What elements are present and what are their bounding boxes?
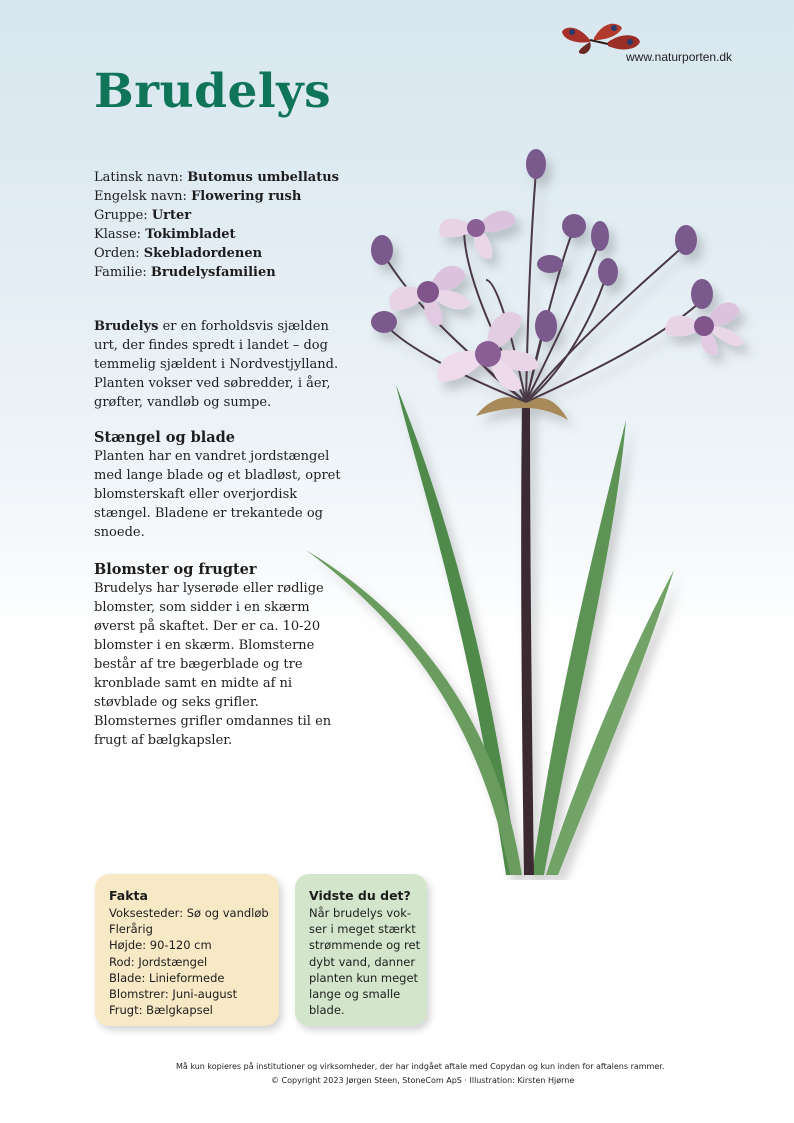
did-you-know-line: dybt vand, danner	[309, 954, 416, 969]
section-heading: Blomster og frugter	[94, 561, 257, 578]
did-you-know-line: blade.	[309, 1003, 345, 1018]
site-url[interactable]: www.naturporten.dk	[626, 50, 733, 64]
intro-text: er en forholdsvis sjælden urt, der findes spredt i landet – dog temmelig sjældent i Nordvestjylland. Planten vokser ved søbredder, i åer, grøfter, vandløb og sumpe.	[94, 319, 339, 410]
fakta-line: Flerårig	[109, 922, 153, 937]
flowering-rush-illustration	[296, 140, 766, 880]
did-you-know-heading: Vidste du det?	[309, 888, 411, 903]
footer-copy-notice: Må kun kopieres på institutioner og virksomheder, der har indgået aftale med Copydan og kun inden for aftalens rammer.	[176, 1062, 665, 1071]
fact-group: Gruppe: Urter	[94, 208, 192, 223]
page-title: Brudelys	[94, 64, 332, 119]
fakta-line: Blomstrer: Juni-august	[109, 987, 238, 1002]
fact-order: Orden: Skebladordenen	[94, 246, 263, 261]
fakta-line: Højde: 90-120 cm	[109, 938, 212, 953]
did-you-know-line: Når brudelys vok-	[309, 906, 412, 920]
footer-copyright: © Copyright 2023 Jørgen Steen, StoneCom ApS · Illustration: Kirsten Hjørne	[271, 1076, 575, 1085]
did-you-know-line: ser i meget stærkt	[309, 922, 416, 937]
fact-class: Klasse: Tokimbladet	[94, 227, 236, 242]
fact-family: Familie: Brudelysfamilien	[94, 265, 276, 280]
did-you-know-box	[295, 874, 427, 1026]
fakta-line: Blade: Linieformede	[109, 970, 225, 985]
did-you-know-line: planten kun meget	[309, 970, 419, 985]
fact-latin-name: Latinsk navn: Butomus umbellatus	[94, 170, 339, 185]
intro-bold: Brudelys	[94, 319, 159, 334]
fakta-box	[95, 874, 279, 1026]
section-text: Planten har en vandret jordstængel med lange blade og et bladløst, opret blomsterskaft eller overjordisk stængel. Bladene er trekantede og snoede.	[94, 449, 341, 540]
did-you-know-line: lange og smalle	[309, 987, 401, 1002]
fakta-line: Voksesteder: Sø og vandløb	[109, 906, 269, 920]
fakta-line: Frugt: Bælgkapsel	[109, 1003, 213, 1018]
fakta-line: Rod: Jordstængel	[109, 954, 208, 969]
did-you-know-line: strømmende og ret	[309, 938, 421, 953]
fact-english-name: Engelsk navn: Flowering rush	[94, 189, 302, 204]
section-heading: Stængel og blade	[94, 429, 236, 446]
section-text: Brudelys har lyserøde eller rødlige blomster, som sidder i en skærm øverst på skaftet. Der er ca. 10-20 blomster i en skærm. Blomsterne består af tre bægerblade og tre kronblade samt en midte af ni støvblade og seks grifler. Blomsternes grifler omdannes til en frugt af bælgkapsler.	[94, 581, 332, 748]
fakta-heading: Fakta	[109, 888, 148, 903]
